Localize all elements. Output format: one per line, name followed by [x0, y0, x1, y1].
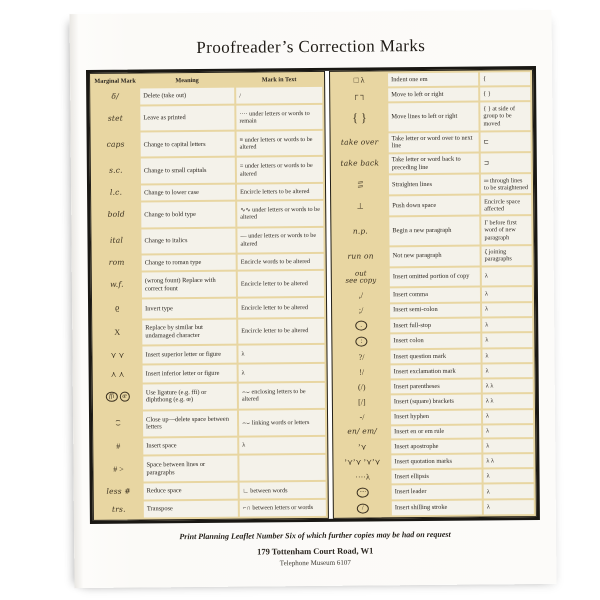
page-title: Proofreader’s Correction Marks [196, 36, 426, 58]
marginal-mark: trs. [111, 504, 126, 514]
meaning-cell: Close up—delete space between letters [143, 411, 237, 437]
meaning-cell: Change to italics [141, 228, 235, 253]
mark-in-text-cell: λ λ [483, 454, 533, 468]
marginal-mark-cell [334, 268, 388, 287]
marginal-mark-cell [94, 300, 140, 319]
marginal-mark: ⋎ ⋎ [110, 350, 125, 360]
table-row [334, 287, 532, 302]
table-right-body [332, 72, 534, 516]
marginal-mark: ┌ ┐ [352, 90, 366, 100]
table-row [332, 87, 530, 102]
mark-in-text-cell: ζ joining paragraphs [482, 246, 532, 265]
mark-in-text-cell: ⌢⌣ enclosing letters to be altered [239, 383, 325, 409]
table-row [95, 437, 325, 456]
meaning-cell: Change to capital letters [141, 132, 235, 157]
marginal-mark-cell [336, 501, 390, 515]
mark-in-text-cell: λ [483, 410, 533, 424]
mark-in-text-cell: / [236, 87, 322, 104]
meaning-cell: Take letter or word over to next line [389, 132, 479, 152]
mark-in-text-cell: { [480, 72, 530, 86]
table-row [93, 201, 323, 227]
table-row [332, 72, 530, 87]
table-row [334, 267, 532, 288]
mark-in-text-cell: Encircle letter to be altered [238, 271, 324, 297]
marginal-mark: caps [106, 139, 125, 149]
marginal-mark: !/ [359, 367, 365, 377]
mark-in-text-cell: λ [238, 345, 324, 363]
marginal-mark-cell [336, 471, 390, 485]
marginal-mark-cell [332, 88, 386, 102]
marginal-mark-cell [333, 176, 387, 195]
mark-in-text-cell: λ [483, 364, 533, 378]
marginal-mark-cell [335, 411, 389, 425]
table-right [329, 69, 537, 519]
table-row [335, 425, 533, 439]
marginal-mark-cell [332, 104, 386, 132]
meaning-cell: Begin a new paragraph [389, 217, 479, 245]
meaning-cell: Insert ellipsis [392, 470, 482, 484]
marginal-mark: : [355, 337, 367, 347]
marginal-mark-cell [335, 365, 389, 379]
meaning-cell: Change to bold type [141, 202, 235, 227]
marginal-mark: # > [113, 464, 124, 474]
mark-in-text-cell: λ [482, 303, 532, 317]
mark-in-text-cell: Encircle letters to be altered [237, 184, 323, 201]
meaning-cell: Insert semi-colon [390, 303, 480, 317]
marginal-mark: w.f. [110, 280, 124, 290]
table-row [333, 153, 531, 174]
encircled-mark: œ [119, 392, 129, 402]
marginal-mark-cell [95, 457, 141, 482]
table-row [94, 254, 324, 272]
header-row [92, 74, 322, 87]
meaning-cell: Take letter or word back to preceding line [389, 154, 479, 174]
mark-in-text-cell: λ [239, 437, 325, 455]
meaning-cell: Invert type [142, 299, 236, 318]
meaning-cell: Insert apostrophe [391, 440, 481, 454]
mark-in-text-cell: λ [482, 287, 532, 301]
marginal-mark-cell [334, 350, 388, 364]
mark-in-text-cell: Encircle letter to be altered [238, 298, 324, 317]
meaning-cell: Insert colon [390, 334, 480, 348]
marginal-mark: bold [107, 209, 125, 219]
meaning-cell: Insert leader [392, 485, 482, 499]
marginal-mark: ʼ⋎ʼ⋎ ʼ⋎ʼ⋎ [344, 457, 381, 467]
marginal-mark-cell [334, 304, 388, 318]
marginal-mark-cell [94, 320, 140, 345]
table-row [336, 485, 534, 500]
marginal-mark: (/) [357, 382, 366, 392]
marginal-mark-cell [332, 73, 386, 87]
footer [74, 529, 556, 569]
marginal-mark: ?/ [358, 352, 365, 362]
meaning-cell: Move lines to left or right [388, 103, 478, 131]
meaning-cell: Straighten lines [389, 175, 479, 195]
marginal-mark: -/ [359, 412, 365, 422]
marginal-mark: X [114, 327, 121, 337]
meaning-cell: Transpose [144, 501, 238, 518]
marginal-mark-cell [333, 133, 387, 153]
marginal-mark: □ λ [353, 75, 365, 85]
footer-telephone: Telephone Museum 6107 [279, 558, 351, 568]
mark-in-text-cell: Encircle space affected [481, 195, 531, 214]
mark-in-text-cell: Γ before first word of new paragraph [481, 216, 531, 244]
meaning-cell: Insert (square) brackets [391, 395, 481, 409]
marginal-mark: δ/ [111, 91, 119, 101]
meaning-cell: Insert hyphen [391, 410, 481, 424]
meaning-cell: Indent one em [388, 73, 478, 87]
table-row [333, 195, 531, 216]
mark-in-text-cell: λ [239, 364, 325, 382]
table-row [93, 184, 323, 202]
marginal-mark: take back [340, 158, 380, 169]
meaning-cell: Change to small capitals [141, 158, 235, 183]
mark-in-text-cell: ⌐∩ between letters or words [240, 500, 326, 517]
marginal-mark: run on [347, 251, 374, 261]
marginal-mark-cell [335, 455, 389, 469]
marginal-mark-cell [95, 366, 141, 383]
marginal-mark: take over [340, 137, 379, 147]
table-row [335, 454, 533, 469]
marginal-mark-cell [334, 247, 388, 266]
table-row [95, 364, 325, 383]
marginal-mark-cell [93, 133, 139, 158]
table-row [335, 439, 533, 454]
marginal-mark-cell [333, 218, 387, 246]
mark-in-text-cell: Encircle letter to be altered [238, 318, 324, 344]
marginal-mark: ⊥ [356, 201, 364, 211]
table-row [335, 364, 533, 379]
mark-in-text-cell: ···· under letters or words to remain [236, 105, 322, 130]
table-row [94, 318, 324, 345]
marginal-mark: ,/ [358, 290, 364, 300]
marginal-mark-cell [93, 159, 139, 184]
marginal-mark: out see copy [345, 269, 377, 285]
marginal-mark-cell [94, 273, 140, 298]
table-row [336, 469, 534, 484]
mark-in-text-cell: λ λ [483, 394, 533, 408]
marginal-mark: ═ ═ [357, 177, 363, 191]
table-row [92, 105, 322, 131]
meaning-cell: Insert question mark [390, 349, 480, 363]
marginal-mark: . [355, 321, 367, 331]
marginal-mark: # [116, 442, 121, 452]
mark-in-text-cell: λ [482, 333, 532, 347]
table-row [93, 227, 323, 253]
marginal-mark: n.p. [352, 226, 369, 236]
table-row [336, 500, 534, 516]
marginal-mark-cell [335, 381, 389, 395]
marginal-mark-cell [334, 319, 388, 333]
mark-in-text-cell: λ [483, 425, 533, 438]
table-row [94, 298, 324, 318]
marginal-mark-cell [92, 89, 138, 105]
marginal-mark-cell [336, 486, 390, 500]
meaning-cell: Insert comma [390, 288, 480, 302]
table-row [333, 216, 531, 245]
marginal-mark-cell [93, 203, 139, 228]
marginal-mark: { } [352, 110, 367, 125]
marginal-mark-cell [96, 484, 142, 500]
marginal-mark-cell [95, 438, 141, 455]
table-row [95, 383, 325, 410]
marginal-mark: [/] [358, 397, 366, 407]
meaning-cell: Insert omitted portion of copy [390, 267, 480, 287]
table-row [334, 303, 532, 318]
meaning-cell: Insert en or em rule [391, 425, 481, 438]
marginal-mark-cell [94, 255, 140, 271]
table-row [95, 455, 325, 482]
table-row [334, 349, 532, 364]
marginal-mark-cell [92, 107, 138, 132]
table-row [334, 333, 532, 348]
marginal-mark-cell [334, 335, 388, 349]
marginal-mark: en/ em/ [347, 426, 378, 437]
marginal-mark: rom [108, 257, 125, 267]
table-row [332, 102, 530, 131]
marginal-mark: / [357, 504, 369, 514]
mark-in-text-cell: λ [484, 500, 534, 514]
marginal-mark-cell [94, 347, 140, 364]
table-row [92, 87, 322, 105]
marginal-mark: l.c. [109, 187, 123, 197]
mark-in-text-cell: λ [482, 267, 532, 286]
marginal-mark-cell [95, 411, 141, 436]
marginal-mark-cell [335, 440, 389, 454]
mark-in-text-cell: λ [483, 469, 533, 483]
footer-leaflet-note: Print Planning Leaflet Number Six of which further copies may be had on request [179, 529, 451, 542]
table-left-body [92, 87, 326, 518]
meaning-cell: Leave as printed [140, 106, 234, 131]
table-row [96, 482, 326, 500]
marginal-mark-cell [96, 502, 142, 518]
mark-in-text-cell: = under letters or words to be altered [237, 157, 323, 182]
meaning-cell: Use ligature (e.g. ffi) or diphthong (e.g. œ) [143, 384, 237, 410]
table-row [94, 271, 324, 298]
meaning-cell: Replace by similar but undamaged character [142, 319, 236, 345]
meaning-cell: Insert space [143, 437, 237, 455]
header-marginal-mark: Marginal Mark [94, 77, 136, 85]
marginal-mark-cell [333, 197, 387, 216]
mark-in-text-cell: ⌢⌣ linking words or letters [239, 410, 325, 436]
table-row [335, 410, 533, 425]
marginal-mark-cell [333, 154, 387, 174]
mark-in-text-cell: — under letters or words to be altered [237, 227, 323, 252]
mark-in-text-cell: ⊐ [481, 153, 531, 173]
encircled-mark: ffi [106, 392, 118, 402]
table-row [333, 175, 531, 196]
marginal-mark: less # [106, 486, 131, 496]
marginal-mark: ;/ [358, 305, 364, 315]
marginal-mark-cell [95, 384, 141, 409]
meaning-cell: Change to lower case [141, 184, 235, 201]
marginal-mark: ʼ⋎ [357, 442, 367, 452]
mark-in-text-cell: ═ through lines to be straightened [481, 175, 531, 194]
meaning-cell: Insert shilling stroke [392, 501, 482, 516]
marginal-mark: ⌢ ⌣ [115, 415, 121, 429]
mark-in-text-cell: ∿∿ under letters or words to be altered [237, 201, 323, 226]
marginal-mark-cell [335, 396, 389, 410]
marginal-mark: 9 [114, 303, 120, 314]
meaning-cell: (wrong fount) Replace with correct fount [142, 272, 236, 298]
correction-marks-table [86, 66, 540, 524]
tea-towel [70, 10, 557, 588]
table-row [335, 394, 533, 409]
table-row [335, 379, 533, 394]
meaning-cell: Change to roman type [142, 254, 236, 271]
mark-in-text-cell: { } at side of group to be moved [480, 102, 530, 130]
meaning-cell: Insert quotation marks [391, 455, 481, 469]
table-row [96, 500, 326, 518]
marginal-mark: ⋏ ⋏ [110, 369, 125, 379]
marginal-mark-cell [93, 185, 139, 201]
marginal-mark: ····λ [355, 472, 370, 482]
table-row [333, 132, 531, 153]
mark-in-text-cell: { } [480, 87, 530, 101]
table-row [334, 246, 532, 267]
meaning-cell: Insert full-stop [390, 318, 480, 332]
table-row [334, 318, 532, 333]
mark-in-text-cell: Encircle words to be altered [238, 254, 324, 271]
marginal-mark: stet [107, 113, 124, 123]
marginal-mark: ital [109, 235, 124, 245]
meaning-cell: Space between lines or paragraphs [143, 456, 237, 482]
marginal-mark: s.c. [109, 165, 123, 175]
footer-address: 179 Tottenham Court Road, W1 [257, 545, 374, 557]
meaning-cell: Push down space [389, 196, 479, 216]
meaning-cell: Reduce space [144, 483, 238, 500]
mark-in-text-cell: λ [482, 318, 532, 332]
mark-in-text-cell: ≡ under letters or words to be altered [237, 131, 323, 156]
marginal-mark-cell [335, 426, 389, 439]
mark-in-text-cell: ⊏ [481, 132, 531, 152]
header-mark-in-text: Mark in Text [261, 76, 297, 84]
header-meaning: Meaning [175, 76, 199, 85]
mark-in-text-cell: λ [482, 349, 532, 363]
mark-in-text-cell: λ [483, 439, 533, 453]
mark-in-text-cell: ∟ between words [240, 482, 326, 499]
table-left [89, 71, 329, 521]
marginal-mark: ···· [356, 488, 369, 498]
meaning-cell: Insert inferior letter or figure [143, 365, 237, 383]
table-row [94, 345, 324, 364]
meaning-cell: Insert exclamation mark [391, 365, 481, 379]
meaning-cell: Not new paragraph [390, 246, 480, 266]
mark-in-text-cell: λ [484, 485, 534, 499]
table-row [93, 131, 323, 157]
meaning-cell: Delete (take out) [140, 88, 234, 105]
mark-in-text-cell: λ λ [483, 379, 533, 393]
meaning-cell: Insert superior letter or figure [142, 346, 236, 364]
marginal-mark-cell [93, 229, 139, 254]
mark-in-text-cell [239, 455, 325, 481]
marginal-mark-cell [334, 289, 388, 303]
table-row [95, 410, 325, 437]
table-row [93, 157, 323, 183]
meaning-cell: Insert parentheses [391, 380, 481, 394]
meaning-cell: Move to left or right [388, 88, 478, 102]
